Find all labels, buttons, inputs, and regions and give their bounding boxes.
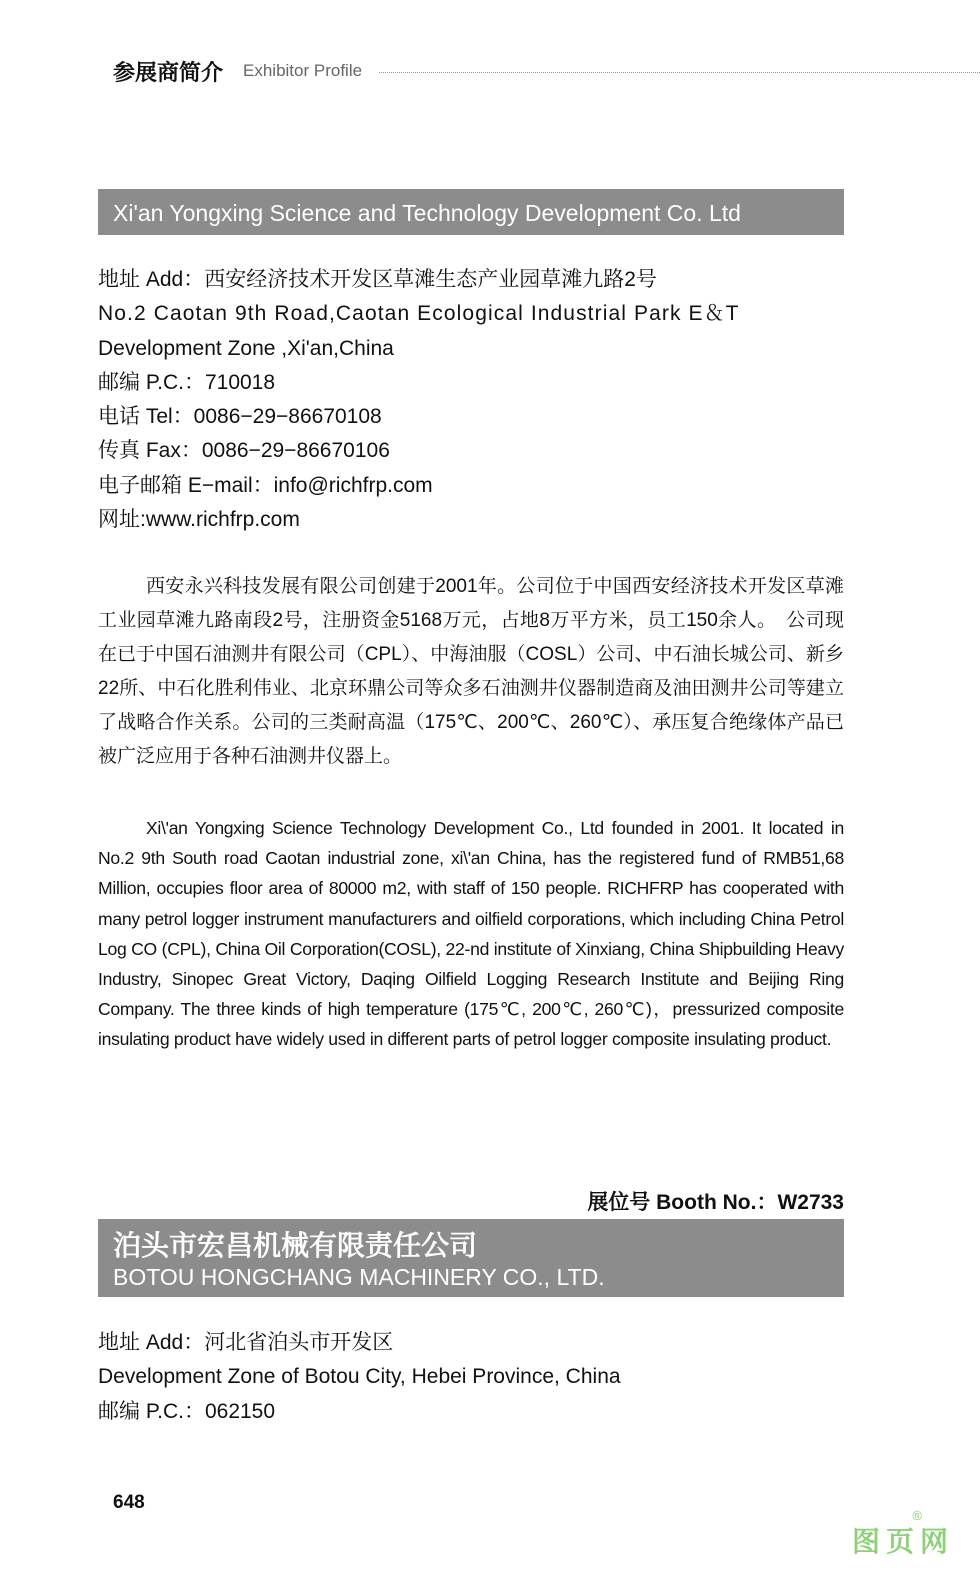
company1-description-en: Xi\'an Yongxing Science Technology Development Co., Ltd founded in 2001. It located in No.2 9th South road Caotan industrial zone, xi\'an China, has the registered fund of RMB51,68 Million, occupies floor area of 80000 m2, with staff of 150 people. RICHFRP has cooperated with many petrol logger instrument manufacturers and oilfield corporations, which including China Petrol Log CO (CPL), China Oil Corporation(COSL), 22-nd institute of Xinxiang, China Shipbuilding Heavy Industry, Sinopec Great Victory, Daqing Oilfield Logging Research Institute and Beijing Ring Company. The three kinds of high temperature (175℃, 200℃, 260℃)，pressurized composite insulating product have widely used in different parts of petrol logger composite insulating product. [98, 818, 844, 1050]
company1-address-en-line2: Development Zone ,Xi'an,China [98, 336, 394, 360]
company1-email: 电子邮箱 E−mail：info@richfrp.com [98, 473, 433, 497]
company1-website: 网址:www.richfrp.com [98, 508, 300, 532]
company1-description-cn: 西安永兴科技发展有限公司创建于2001年。公司位于中国西安经济技术开发区草滩工业园草滩九路南段2号，注册资金5168万元，占地8万平方米，员工150余人。 公司现在已于中国石油测井有限公司（CPL）、中海油服（COSL）公司、中石油长城公司、新乡22所、中石化胜利伟业、北京环鼎公司等众多石油测井仪器制造商及油田测井公司等建立了战略合作关系。公司的三类耐高温（175℃、200℃、260℃）、承压复合绝缘体产品已被广泛应用于各种石油测井仪器上。 [98, 576, 844, 767]
registered-mark-icon: ® [912, 1508, 922, 1523]
company2-contact-block [98, 1326, 858, 1429]
company2-postcode: 邮编 P.C.：062150 [98, 1399, 276, 1423]
company2-title-band [98, 1219, 844, 1297]
company1-name: Xi'an Yongxing Science and Technology Development Co. Ltd [113, 200, 741, 226]
company1-fax: 传真 Fax：0086−29−86670106 [98, 439, 390, 463]
header-title-en: Exhibitor Profile [243, 61, 363, 80]
company1-title-band [98, 189, 844, 235]
page-number: 648 [113, 1492, 145, 1513]
header-title-cn: 参展商简介 [113, 60, 224, 85]
watermark-logo: 图页网 [851, 1526, 954, 1557]
company2-address-cn: 地址 Add：河北省泊头市开发区 [98, 1331, 394, 1354]
company2-booth-number: 展位号 Booth No.：W2733 [587, 1191, 844, 1214]
company1-address-en-line1: No.2 Caotan 9th Road,Caotan Ecological Industrial Park E＆T [98, 302, 740, 326]
company2-address-en: Development Zone of Botou City, Hebei Province, China [98, 1365, 621, 1389]
company2-name-en: BOTOU HONGCHANG MACHINERY CO., LTD. [113, 1264, 605, 1290]
company2-name-cn: 泊头市宏昌机械有限责任公司 [113, 1230, 478, 1261]
company1-address-cn: 地址 Add：西安经济技术开发区草滩生态产业园草滩九路2号 [98, 268, 657, 291]
page-header [113, 56, 980, 88]
header-dotted-rule [379, 72, 980, 73]
company1-contact-block [98, 263, 858, 537]
company1-tel: 电话 Tel：0086−29−86670108 [98, 405, 382, 429]
company1-postcode: 邮编 P.C.：710018 [98, 370, 276, 394]
